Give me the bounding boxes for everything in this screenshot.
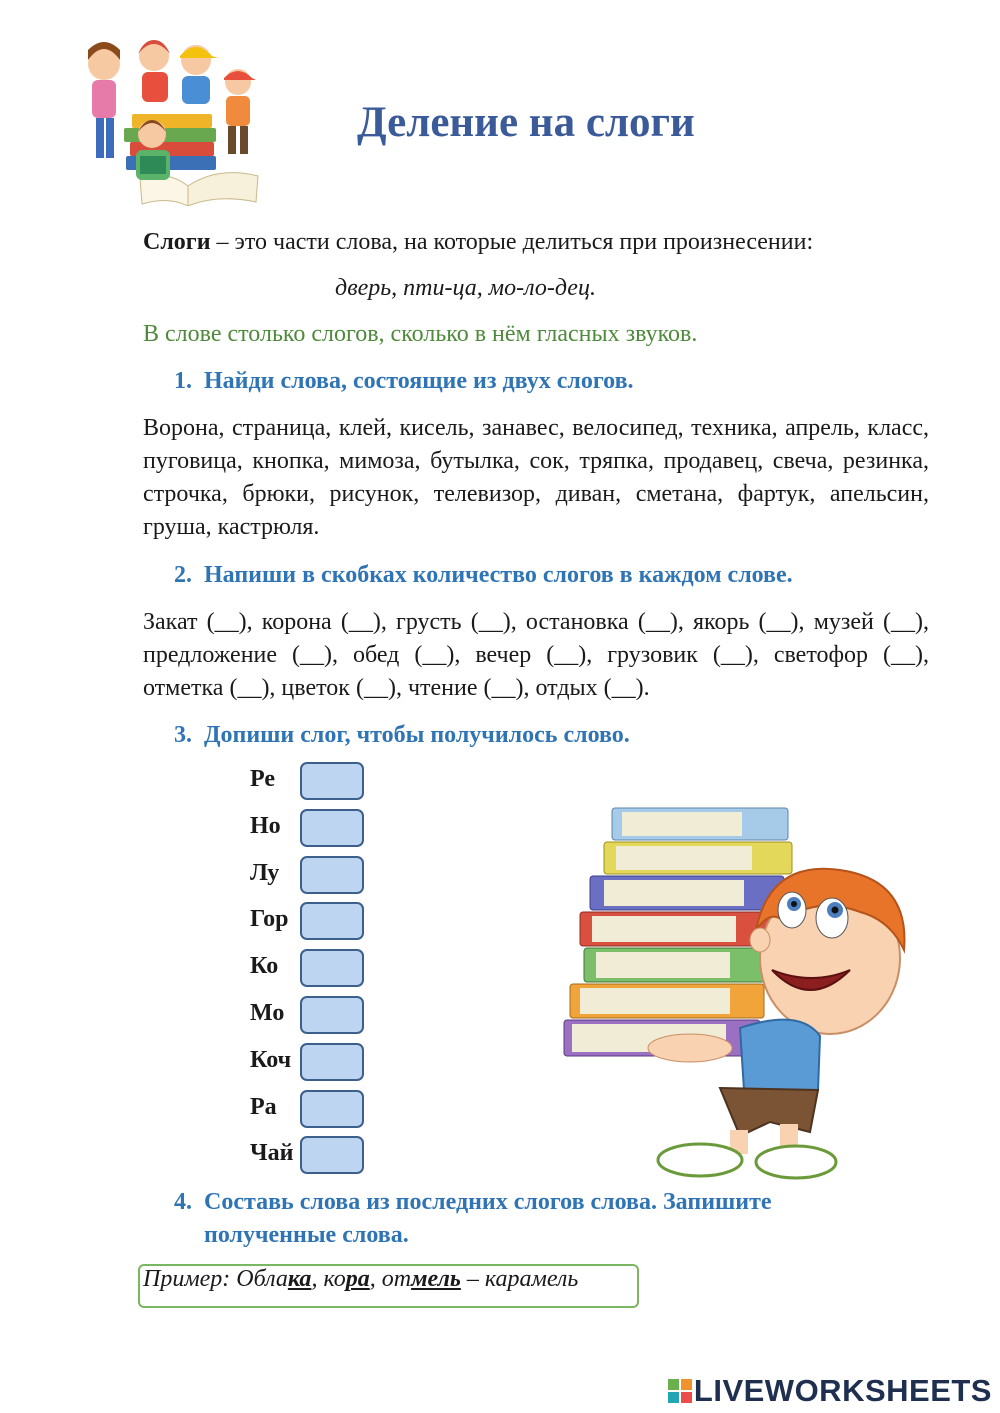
task-1-word-list: Ворона, страница, клей, кисель, занавес, велосипед, техника, апрель, класс, пуговица, кнопка, мимоза, бутылка, сок, тряпка, продавец, свеча, резинка, строчка, брюки, рисунок, телевизор, диван, сметана, фартук, апельсин, груша, кастрюля. <box>143 415 929 540</box>
page-title: Деление на слоги <box>357 99 695 146</box>
definition-line <box>143 226 813 259</box>
syllable-label: Но <box>250 812 281 839</box>
watermark-text: LIVEWORKSHEETS <box>693 1373 992 1408</box>
syllable-answer-box[interactable] <box>300 1090 364 1128</box>
task-2-title: Напиши в скобках количество слогов в каждом слове. <box>204 562 793 588</box>
syllable-rule: В слове столько слогов, сколько в нём гласных звуков. <box>143 321 698 347</box>
boy-with-books-illustration <box>560 800 910 1185</box>
example-syllable-1: ка <box>287 1266 312 1292</box>
syllable-answer-box[interactable] <box>300 762 364 800</box>
task-4-heading <box>174 1186 772 1252</box>
task-1-title: Найди слова, состоящие из двух слогов. <box>204 368 634 394</box>
example-mid-2: , от <box>369 1266 412 1292</box>
task-1-heading <box>174 365 634 398</box>
task-2-word-list: Закат (__), корона (__), грусть (__), остановка (__), якорь (__), музей (__), предложение (__), обед (__), вечер (__), грузовик (__), светофор (__), отметка (__), цветок (__), чтение (__), отдых (__). <box>143 609 929 701</box>
syllable-label: Коч <box>250 1046 292 1073</box>
liveworksheets-logo-icon <box>668 1379 692 1403</box>
syllable-answer-box[interactable] <box>300 809 364 847</box>
task-2-number: 2. <box>174 562 192 588</box>
task-4-number: 4. <box>174 1189 192 1215</box>
task-3-heading <box>174 719 630 752</box>
syllable-examples: дверь, пти-ца, мо-ло-дец. <box>335 275 596 301</box>
syllable-label: Чай <box>250 1140 294 1167</box>
definition-text: – это части слова, на которые делиться при произнесении: <box>210 229 814 255</box>
syllable-answer-box[interactable] <box>300 856 364 894</box>
example-syllable-3: мель <box>411 1266 461 1292</box>
children-reading-illustration <box>78 36 270 206</box>
task-1-number: 1. <box>174 368 192 394</box>
task-4-title-line2: полученные слова. <box>204 1222 409 1248</box>
syllable-label: Ко <box>250 953 279 980</box>
syllable-label: Гор <box>250 906 289 933</box>
syllable-answer-box[interactable] <box>300 949 364 987</box>
syllable-label: Ра <box>250 1093 277 1120</box>
task-2-heading <box>174 559 793 592</box>
example-suffix: – карамель <box>460 1266 579 1292</box>
example-prefix: Пример: Обла <box>143 1266 288 1292</box>
syllable-label: Мо <box>250 1000 285 1026</box>
syllable-answer-box[interactable] <box>300 996 364 1034</box>
task-4-title-line1: Составь слова из последних слогов слова. Запишите <box>204 1189 772 1215</box>
example-text <box>143 1266 578 1293</box>
task-3-title: Допиши слог, чтобы получилось слово. <box>204 722 630 748</box>
syllable-label: Лу <box>250 859 280 886</box>
syllable-label: Ре <box>250 766 275 792</box>
syllable-answer-box[interactable] <box>300 902 364 940</box>
example-syllable-2: ра <box>345 1266 370 1292</box>
syllable-answer-box[interactable] <box>300 1043 364 1081</box>
liveworksheets-watermark <box>668 1373 992 1409</box>
example-mid-1: , ко <box>311 1266 346 1292</box>
task-3-number: 3. <box>174 722 192 748</box>
definition-term: Слоги <box>143 229 211 255</box>
syllable-answer-box[interactable] <box>300 1136 364 1174</box>
